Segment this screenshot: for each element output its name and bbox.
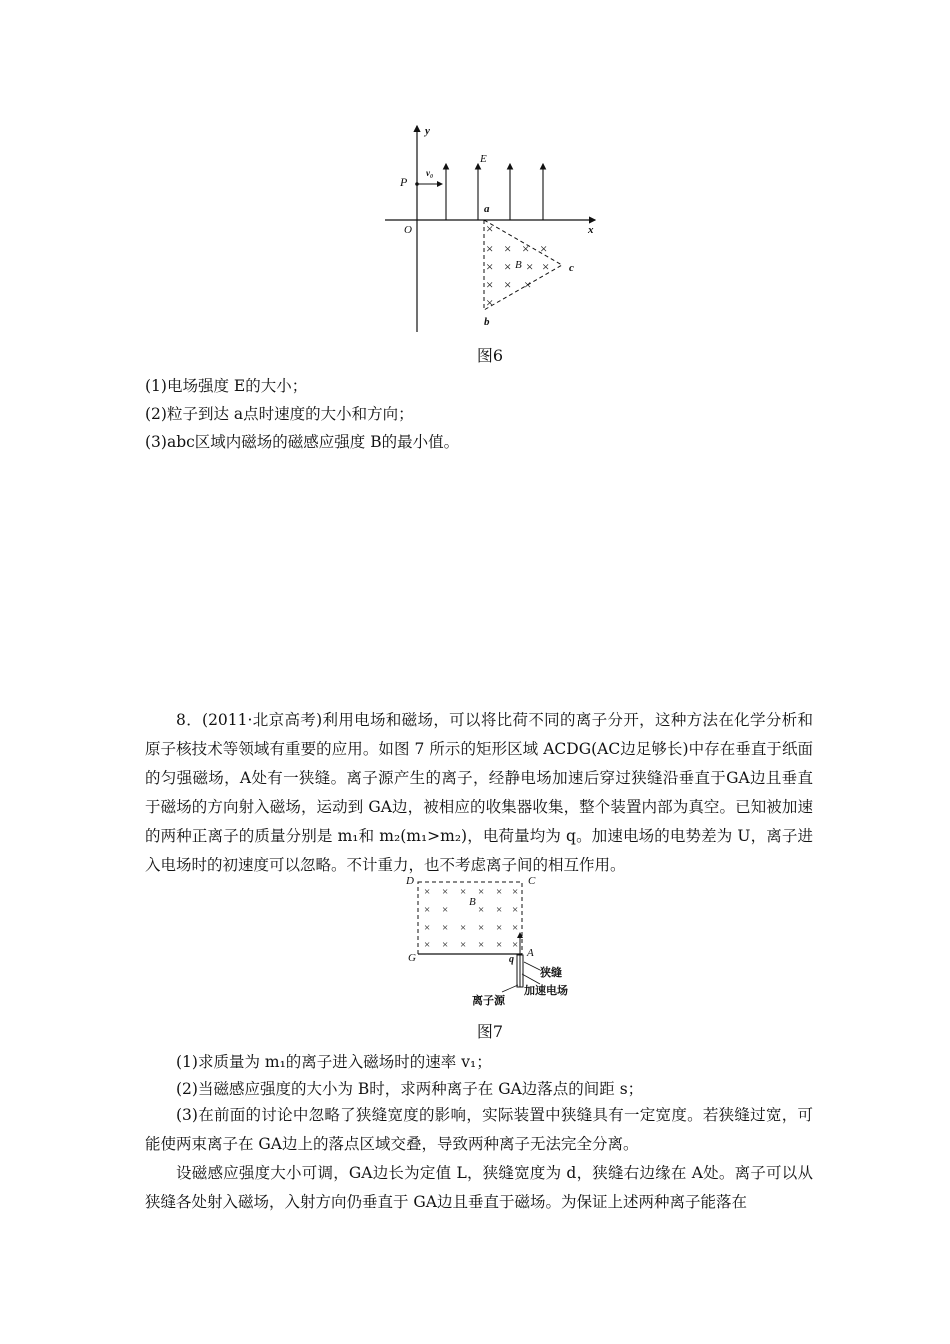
svg-text:×: ×: [512, 904, 519, 916]
q8-item-3: (3)在前面的讨论中忽略了狭缝宽度的影响，实际装置中狭缝具有一定宽度。若狭缝过宽，可能使两束离子在 GA边上的落点区域交叠，导致两种离子无法完全分离。: [145, 1106, 813, 1153]
svg-text:×: ×: [442, 886, 449, 898]
label-b: b: [484, 316, 490, 328]
svg-text:×: ×: [442, 904, 449, 916]
svg-text:×: ×: [486, 295, 494, 310]
svg-text:×: ×: [478, 904, 485, 916]
q7-item-2: (2)粒子到达 a点时速度的大小和方向；: [145, 405, 414, 423]
svg-text:×: ×: [424, 886, 431, 898]
svg-text:×: ×: [486, 277, 494, 292]
label-ion-source: 离子源: [472, 995, 505, 1007]
figure-7-diagram: [400, 872, 580, 1012]
q8-item-3-continued: 设磁感应强度大小可调，GA边长为定值 L，狭缝宽度为 d，狭缝右边缘在 A处。离子可以从狭缝各处射入磁场，入射方向仍垂直于 GA边且垂直于磁场。为保证上述两种离子能落在: [145, 1164, 813, 1211]
label-q: q: [509, 954, 514, 965]
triangle-abc: [484, 220, 562, 310]
svg-text:×: ×: [542, 259, 550, 274]
figure-6-caption: 图6: [476, 346, 504, 365]
q7-item-3: (3)abc区域内磁场的磁感应强度 B的最小值。: [145, 433, 460, 451]
svg-text:×: ×: [496, 904, 503, 916]
label-e: E: [480, 153, 487, 165]
svg-text:×: ×: [478, 922, 485, 934]
label-d: D: [406, 875, 414, 887]
label-x: x: [588, 224, 594, 236]
label-g: G: [408, 952, 416, 964]
figure-7: [400, 872, 580, 1012]
label-c: c: [569, 262, 574, 274]
q7-item-1: (1)电场强度 E的大小；: [145, 377, 308, 395]
electric-field-arrows: [446, 164, 543, 220]
label-slit: 狭缝: [540, 967, 562, 979]
svg-text:×: ×: [478, 939, 485, 951]
svg-text:×: ×: [504, 259, 512, 274]
svg-text:×: ×: [486, 221, 494, 236]
svg-text:×: ×: [512, 922, 519, 934]
label-a: a: [484, 203, 490, 215]
label-y: y: [425, 125, 430, 137]
svg-text:×: ×: [460, 922, 467, 934]
q8-item-2: (2)当磁感应强度的大小为 B时，求两种离子在 GA边落点的间距 s；: [176, 1080, 644, 1098]
figure-6: [380, 120, 610, 338]
figure-7-caption: 图7: [476, 1022, 504, 1041]
label-accel-field: 加速电场: [524, 985, 568, 997]
svg-text:×: ×: [522, 241, 530, 256]
svg-text:×: ×: [460, 939, 467, 951]
svg-text:×: ×: [512, 939, 519, 951]
svg-text:×: ×: [486, 241, 494, 256]
svg-text:×: ×: [504, 277, 512, 292]
label-a-corner: A: [527, 947, 534, 959]
svg-text:×: ×: [496, 886, 503, 898]
svg-text:×: ×: [442, 939, 449, 951]
svg-text:×: ×: [496, 939, 503, 951]
svg-text:×: ×: [424, 939, 431, 951]
label-origin: O: [404, 224, 412, 236]
svg-text:×: ×: [460, 886, 467, 898]
label-b-field: B: [469, 896, 476, 908]
svg-text:×: ×: [424, 922, 431, 934]
label-b-field: B: [515, 259, 522, 271]
svg-text:×: ×: [524, 277, 532, 292]
rectangle-acdg: [418, 882, 522, 954]
label-v0: v₀: [426, 168, 434, 178]
svg-text:×: ×: [478, 886, 485, 898]
svg-text:×: ×: [504, 241, 512, 256]
label-c-corner: C: [528, 875, 536, 887]
svg-text:×: ×: [540, 241, 548, 256]
q8-intro: 8．(2011·北京高考)利用电场和磁场，可以将比荷不同的离子分开，这种方法在化学分析和原子核技术等领域有重要的应用。如图 7 所示的矩形区域 ACDG(AC边足够长)中存在垂直于纸面的匀强磁场，A处有一狭缝。离子源产生的离子，经静电场加速后穿过狭缝沿垂直于GA边且垂直于磁场的方向射入磁场，运动到 GA边，被相应的收集器收集，整个装置内部为真空。已知被加速的两种正离子的质量分别是 m₁和 m₂(m₁>m₂)，电荷量均为 q。加速电场的电势差为 U，离子进入电场时的初速度可以忽略。不计重力，也不考虑离子间的相互作用。: [145, 711, 813, 874]
svg-text:×: ×: [526, 259, 534, 274]
svg-text:×: ×: [512, 886, 519, 898]
figure-6-diagram: [380, 120, 610, 338]
q8-item-1: (1)求质量为 m₁的离子进入磁场时的速率 v₁；: [176, 1053, 492, 1071]
svg-text:×: ×: [424, 904, 431, 916]
label-p: P: [400, 175, 408, 189]
svg-text:×: ×: [496, 922, 503, 934]
svg-text:×: ×: [442, 922, 449, 934]
svg-text:×: ×: [486, 259, 494, 274]
